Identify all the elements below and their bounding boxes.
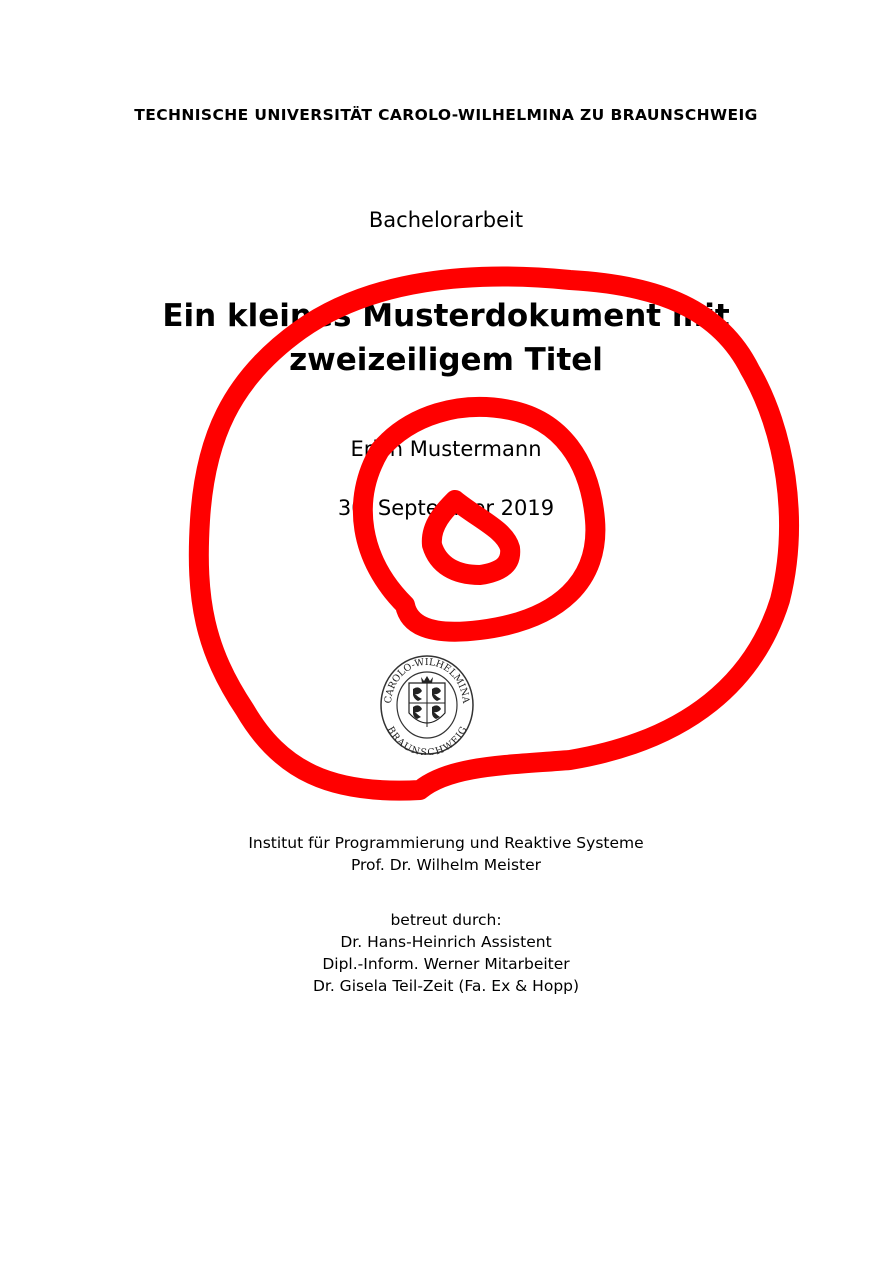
thesis-title	[0, 294, 892, 382]
seal-top-text: CAROLO-WILHELMINA	[382, 656, 472, 704]
seal-bottom-text: BRAUNSCHWEIG	[384, 724, 470, 755]
supervision-label: betreut durch:	[390, 911, 502, 929]
supervisor-3: Dr. Gisela Teil-Zeit (Fa. Ex & Hopp)	[312, 977, 580, 995]
title-line-2: zweizeiligem Titel	[289, 342, 603, 378]
professor-name: Prof. Dr. Wilhelm Meister	[350, 856, 542, 874]
title-line-1: Ein kleines Musterdokument mit	[162, 298, 730, 334]
supervisor-1: Dr. Hans-Heinrich Assistent	[340, 933, 552, 951]
university-name: TECHNISCHE UNIVERSITÄT CAROLO-WILHELMINA ZU BRAUNSCHWEIG	[134, 106, 758, 124]
document-type: Bachelorarbeit	[368, 208, 524, 232]
university-seal	[379, 655, 475, 755]
supervisor-2: Dipl.-Inform. Werner Mitarbeiter	[322, 955, 570, 973]
institute-name: Institut für Programmierung und Reaktive Systeme	[248, 834, 644, 852]
institute-block	[0, 832, 892, 876]
supervision-block	[0, 909, 892, 997]
coat-of-arms-icon	[409, 676, 445, 727]
author-name: Erich Mustermann	[350, 437, 542, 461]
submission-date: 30. September 2019	[337, 496, 555, 520]
